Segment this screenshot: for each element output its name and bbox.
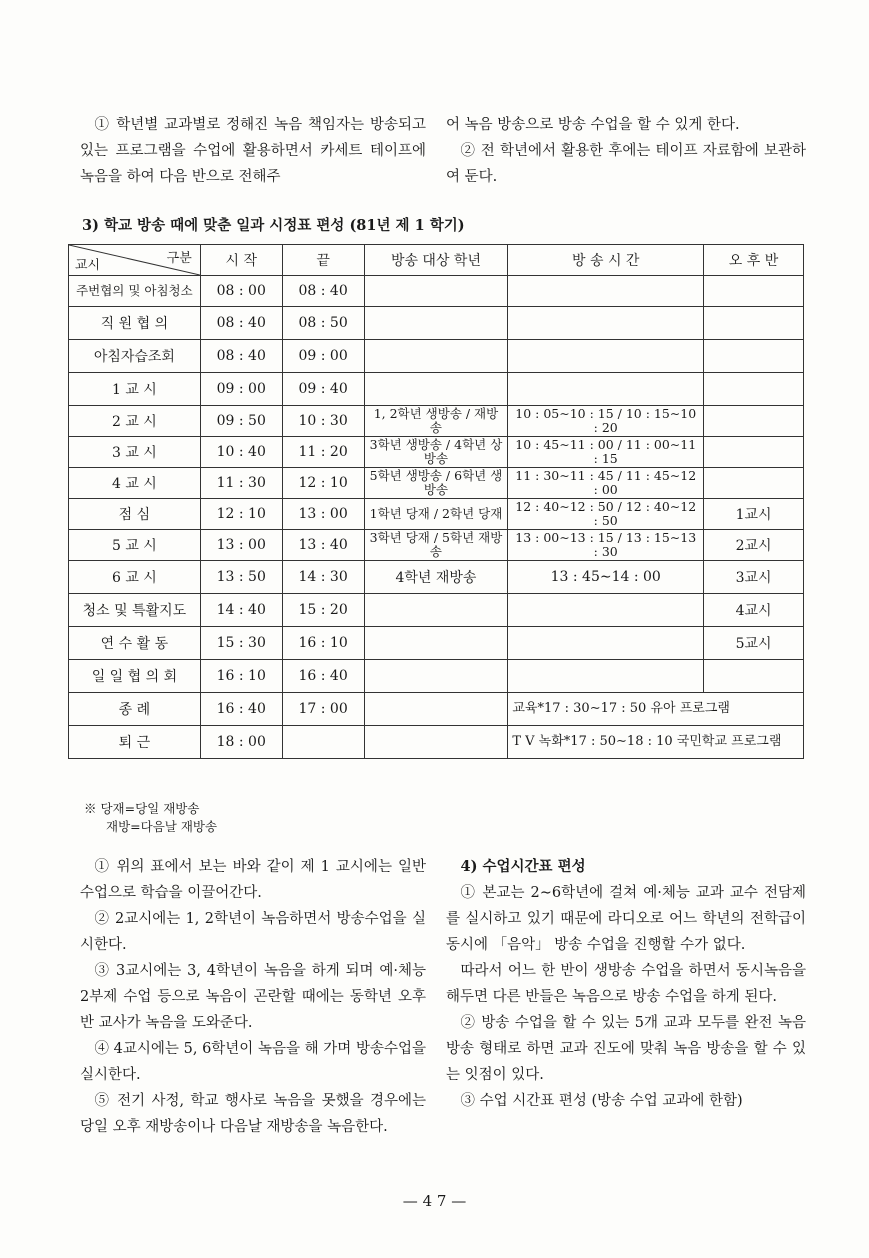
row-end: 13 : 40 — [282, 530, 364, 561]
corner-top-label: 구분 — [166, 251, 192, 266]
row-end: 14 : 30 — [282, 561, 364, 594]
row-start: 09 : 00 — [200, 373, 282, 406]
row-end: 09 : 00 — [282, 340, 364, 373]
row-start: 09 : 50 — [200, 406, 282, 437]
top-right-paragraph-1: 어 녹음 방송으로 방송 수업을 할 수 있게 한다. — [446, 117, 740, 133]
row-time — [508, 594, 704, 627]
bottom-right-paragraph-3: ② 방송 수업을 할 수 있는 5개 교과 모두를 완전 녹음방송 형태로 하면 교과 진도에 맞춰 녹음 방송을 할 수 있는 잇점이 있다. — [446, 1015, 806, 1083]
row-target — [364, 726, 508, 759]
bottom-left-paragraph-1: ① 위의 표에서 보는 바와 같이 제 1 교시에는 일반 수업으로 학습을 이끌어간다. — [80, 859, 426, 901]
bottom-right-paragraph-2: 따라서 어느 한 반이 생방송 수업을 하면서 동시녹음을 해두면 다른 반들은 녹음으로 방송 수업을 하게 된다. — [446, 963, 806, 1005]
note-2: 재방=다음날 재방송 — [106, 819, 218, 834]
row-start: 13 : 50 — [200, 561, 282, 594]
row-time: 12 : 40∼12 : 50 / 12 : 40∼12 : 50 — [508, 499, 704, 530]
bottom-left-paragraph-3: ③ 3교시에는 3, 4학년이 녹음을 하게 되며 예·체능 2부제 수업 등으로 녹음이 곤란할 때에는 동학년 오후반 교사가 녹음을 도와준다. — [80, 963, 426, 1031]
row-start: 16 : 40 — [200, 693, 282, 726]
row-pm — [704, 660, 804, 693]
subsection-heading: 4) 수업시간표 편성 — [460, 858, 586, 875]
row-time — [508, 627, 704, 660]
row-start: 14 : 40 — [200, 594, 282, 627]
row-time: 10 : 05∼10 : 15 / 10 : 15∼10 : 20 — [508, 406, 704, 437]
row-target — [364, 307, 508, 340]
section-title: 3) 학교 방송 때에 맞춘 일과 시정표 편성 (81년 제 1 학기) — [82, 217, 465, 234]
row-pm — [704, 373, 804, 406]
row-target — [364, 594, 508, 627]
row-start: 16 : 10 — [200, 660, 282, 693]
row-start: 08 : 40 — [200, 340, 282, 373]
row-start: 10 : 40 — [200, 437, 282, 468]
row-target — [364, 373, 508, 406]
row-label: 일 일 협 의 회 — [69, 660, 201, 693]
row-end: 10 : 30 — [282, 406, 364, 437]
row-time: 13 : 00∼13 : 15 / 13 : 15∼13 : 30 — [508, 530, 704, 561]
row-end: 13 : 00 — [282, 499, 364, 530]
row-end: 11 : 20 — [282, 437, 364, 468]
row-start: 12 : 10 — [200, 499, 282, 530]
row-pm: 4교시 — [704, 594, 804, 627]
row-pm: 2교시 — [704, 530, 804, 561]
row-pm — [704, 276, 804, 307]
row-end: 17 : 00 — [282, 693, 364, 726]
row-target — [364, 693, 508, 726]
row-target: 1, 2학년 생방송 / 재방송 — [364, 406, 508, 437]
top-left-column — [80, 112, 426, 190]
row-pm — [704, 406, 804, 437]
row-time — [508, 340, 704, 373]
table-row — [69, 561, 804, 594]
row-end: 15 : 20 — [282, 594, 364, 627]
row-end: 08 : 40 — [282, 276, 364, 307]
top-left-paragraph: ① 학년별 교과별로 정해진 녹음 책임자는 방송되고 있는 프로그램을 수업에 활용하면서 카세트 테이프에 녹음을 하여 다음 반으로 전해주 — [80, 117, 426, 185]
table-row — [69, 406, 804, 437]
schedule-table — [68, 244, 804, 759]
table-row — [69, 340, 804, 373]
bottom-right-paragraph-1: ① 본교는 2∼6학년에 걸쳐 예·체능 교과 교수 전담제를 실시하고 있기 때문에 라디오로 어느 학년의 전학급이 동시에 「음악」 방송 수업을 진행할 수가 없다. — [446, 885, 806, 953]
row-pm — [704, 468, 804, 499]
corner-header-cell — [69, 245, 201, 276]
row-label: 아침자습조회 — [69, 340, 201, 373]
row-end: 09 : 40 — [282, 373, 364, 406]
table-row — [69, 660, 804, 693]
row-time — [508, 660, 704, 693]
row-pm: 3교시 — [704, 561, 804, 594]
bottom-left-paragraph-5: ⑤ 전기 사정, 학교 행사로 녹음을 못했을 경우에는 당일 오후 재방송이나 다음날 재방송을 녹음한다. — [80, 1093, 426, 1135]
row-label: 6 교 시 — [69, 561, 201, 594]
row-label: 청소 및 특활지도 — [69, 594, 201, 627]
row-label: 점 심 — [69, 499, 201, 530]
row-target: 1학년 당재 / 2학년 당재 — [364, 499, 508, 530]
row-label: 4 교 시 — [69, 468, 201, 499]
table-row — [69, 307, 804, 340]
row-time — [508, 373, 704, 406]
row-pm — [704, 307, 804, 340]
row-start: 15 : 30 — [200, 627, 282, 660]
row-time: 10 : 45∼11 : 00 / 11 : 00∼11 : 15 — [508, 437, 704, 468]
table-row — [69, 373, 804, 406]
row-start: 08 : 00 — [200, 276, 282, 307]
row-label: 5 교 시 — [69, 530, 201, 561]
table-row — [69, 499, 804, 530]
row-label: 2 교 시 — [69, 406, 201, 437]
bottom-left-paragraph-2: ② 2교시에는 1, 2학년이 녹음하면서 방송수업을 실시한다. — [80, 911, 426, 953]
header-target: 방송 대상 학년 — [364, 245, 508, 276]
row-time: 13 : 45∼14 : 00 — [508, 561, 704, 594]
corner-bottom-label: 교시 — [75, 258, 101, 273]
table-row — [69, 627, 804, 660]
header-end: 끝 — [282, 245, 364, 276]
row-label: 3 교 시 — [69, 437, 201, 468]
row-start: 13 : 00 — [200, 530, 282, 561]
row-target — [364, 276, 508, 307]
header-start: 시 작 — [200, 245, 282, 276]
table-row — [69, 726, 804, 759]
row-time — [508, 307, 704, 340]
row-target: 3학년 생방송 / 4학년 상방송 — [364, 437, 508, 468]
row-start: 18 : 00 — [200, 726, 282, 759]
page-number: — 4 7 — — [402, 1192, 467, 1210]
row-pm — [704, 340, 804, 373]
row-label: 연 수 활 동 — [69, 627, 201, 660]
row-target: 3학년 당재 / 5학년 재방송 — [364, 530, 508, 561]
row-target: 5학년 생방송 / 6학년 생방송 — [364, 468, 508, 499]
row-end: 12 : 10 — [282, 468, 364, 499]
top-right-column — [446, 112, 806, 190]
row-target — [364, 340, 508, 373]
row-time: 교육*17 : 30∼17 : 50 유아 프로그램 — [508, 693, 804, 726]
row-label: 종 례 — [69, 693, 201, 726]
row-start: 08 : 40 — [200, 307, 282, 340]
row-time: 11 : 30∼11 : 45 / 11 : 45∼12 : 00 — [508, 468, 704, 499]
row-pm — [704, 437, 804, 468]
table-row — [69, 468, 804, 499]
table-row — [69, 530, 804, 561]
row-label: 퇴 근 — [69, 726, 201, 759]
row-label: 1 교 시 — [69, 373, 201, 406]
top-right-paragraph-2: ② 전 학년에서 활용한 후에는 테이프 자료함에 보관하여 둔다. — [446, 143, 806, 185]
row-pm: 1교시 — [704, 499, 804, 530]
row-target — [364, 660, 508, 693]
bottom-left-paragraph-4: ④ 4교시에는 5, 6학년이 녹음을 해 가며 방송수업을 실시한다. — [80, 1041, 426, 1083]
row-pm: 5교시 — [704, 627, 804, 660]
table-header-row — [69, 245, 804, 276]
bottom-right-column — [446, 854, 806, 1114]
table-row — [69, 594, 804, 627]
row-label: 주번협의 및 아침청소 — [69, 276, 201, 307]
row-target — [364, 627, 508, 660]
row-end: 08 : 50 — [282, 307, 364, 340]
table-row — [69, 437, 804, 468]
table-row — [69, 276, 804, 307]
row-label: 직 원 협 의 — [69, 307, 201, 340]
table-row — [69, 693, 804, 726]
table-notes — [84, 800, 217, 836]
row-end: 16 : 10 — [282, 627, 364, 660]
header-pm: 오 후 반 — [704, 245, 804, 276]
bottom-left-column — [80, 854, 426, 1140]
row-end: 16 : 40 — [282, 660, 364, 693]
row-time — [508, 276, 704, 307]
note-1: ※ 당재=당일 재방송 — [84, 801, 200, 816]
row-target: 4학년 재방송 — [364, 561, 508, 594]
row-start: 11 : 30 — [200, 468, 282, 499]
header-time: 방 송 시 간 — [508, 245, 704, 276]
row-time: T V 녹화*17 : 50∼18 : 10 국민학교 프로그램 — [508, 726, 804, 759]
row-end — [282, 726, 364, 759]
bottom-right-paragraph-4: ③ 수업 시간표 편성 (방송 수업 교과에 한함) — [460, 1093, 743, 1109]
